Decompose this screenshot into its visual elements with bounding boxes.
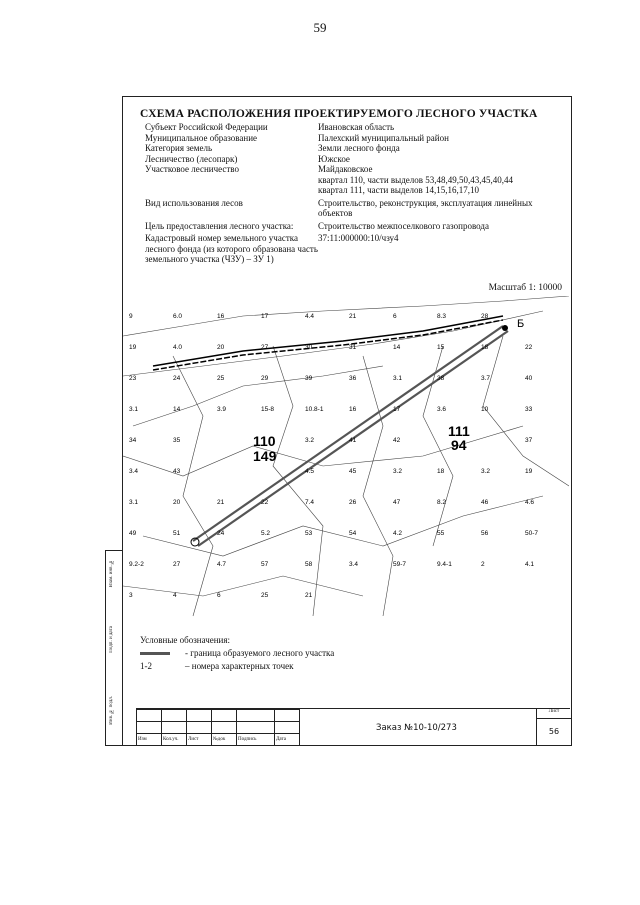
info-label: Категория земель — [145, 143, 213, 153]
title-block-header: Подпись — [237, 734, 275, 746]
parcel-label: 4 — [173, 592, 177, 599]
parcel-label: 21 — [217, 499, 225, 506]
parcel-label: 54 — [349, 530, 357, 537]
parcel-label: 8.3 — [437, 313, 447, 320]
parcel-label: 18 — [437, 468, 445, 475]
stamp-label: Инв. № подл. — [109, 696, 114, 725]
parcel-label: 19 — [129, 344, 137, 351]
parcel-label: 9.4-1 — [437, 561, 452, 568]
parcel-label: 4.4 — [305, 313, 315, 320]
parcel-label: 24 — [173, 375, 181, 382]
sheet-label: Лист — [537, 709, 571, 719]
parcel-label: 15-8 — [261, 406, 275, 413]
info-label: Кадастровый номер земельного участка лесного фонда (из которого образована часть земельного участка (ЧЗУ) – ЗУ 1) — [145, 233, 318, 264]
info-label: Вид использования лесов — [145, 197, 243, 208]
parcel-label: 35 — [173, 437, 181, 444]
info-value: Строительство межпоселкового газопровода — [318, 220, 489, 231]
parcel-label: 3.2 — [481, 468, 491, 475]
parcel-label: 17 — [393, 406, 401, 413]
parcel-label: 3.4 — [349, 561, 359, 568]
parcel-label: 37 — [525, 437, 533, 444]
parcel-label: 4.7 — [217, 561, 227, 568]
point-label-b: Б — [517, 318, 525, 330]
parcel-label: 26 — [349, 499, 357, 506]
parcel-label: 3.7 — [481, 375, 491, 382]
parcel-label: 33 — [525, 406, 533, 413]
parcel-label: 20 — [173, 499, 181, 506]
parcel-label: 46 — [481, 499, 489, 506]
forest-map — [123, 296, 569, 626]
legend-title: Условные обозначения: — [140, 635, 231, 645]
info-label — [145, 175, 318, 186]
parcel-label: 6 — [393, 313, 397, 320]
boundary-line-symbol — [140, 652, 170, 655]
parcel-label: 8.2 — [437, 499, 447, 506]
info-value: 37:11:000000:10/чзу4 — [318, 233, 399, 243]
info-label: Цель предоставления лесного участка: — [145, 220, 294, 231]
parcel-label: 23 — [129, 375, 137, 382]
parcel-label: 3.4 — [129, 468, 139, 475]
quarter-area: 149 — [253, 448, 277, 464]
parcel-label: 4.0 — [173, 344, 183, 351]
parcel-label: 10.8-1 — [305, 406, 324, 413]
parcel-label: 4.1 — [525, 561, 535, 568]
parcel-label: 3.2 — [393, 468, 403, 475]
parcel-label: 3.2 — [305, 437, 315, 444]
parcel-label: 21 — [349, 313, 357, 320]
parcel-label: 34 — [129, 437, 137, 444]
title-block-header: Изм — [137, 734, 162, 746]
legend — [140, 634, 334, 673]
info-label: Лесничество (лесопарк) — [145, 153, 238, 164]
title-block-header: Кол.уч. — [162, 734, 187, 746]
parcel-label: 18 — [481, 344, 489, 351]
parcel-label: 56 — [481, 530, 489, 537]
page-number: 59 — [313, 20, 327, 35]
info-value: Майдаковское — [318, 164, 373, 174]
info-label — [145, 185, 318, 196]
info-value: квартал 110, части выделов 53,48,49,50,43,45,40,44 — [318, 174, 514, 185]
parcel-label: 6 — [217, 592, 221, 599]
parcel-label: 14 — [173, 406, 181, 413]
legend-item — [140, 647, 334, 660]
title-block-header: Лист — [187, 734, 212, 746]
parcel-label: 20 — [217, 344, 225, 351]
parcel-label: 5.2 — [261, 530, 271, 537]
title-block — [136, 708, 570, 745]
info-label: Субъект Российской Федерации — [145, 122, 268, 132]
parcel-label: 17 — [261, 313, 269, 320]
quarter-area: 94 — [451, 437, 467, 453]
parcel-label: 43 — [173, 468, 181, 475]
parcel-label: 39 — [305, 375, 313, 382]
info-table — [145, 122, 568, 265]
parcel-label: 53 — [305, 530, 313, 537]
parcel-label: 47 — [393, 499, 401, 506]
parcel-label: 3.1 — [129, 406, 139, 413]
side-stamp — [105, 550, 123, 746]
parcel-label: 58 — [305, 561, 313, 568]
info-label: Муниципальное образование — [145, 132, 258, 143]
parcel-label: 2 — [481, 561, 485, 568]
info-value: Палехский муниципальный район — [318, 132, 449, 143]
parcel-label: 36 — [349, 375, 357, 382]
info-value: Ивановская область — [318, 122, 395, 132]
parcel-label: 7.4 — [305, 499, 315, 506]
parcel-label: 25 — [261, 592, 269, 599]
parcel-label: 38 — [437, 375, 445, 382]
stamp-label: Подп. и дата — [109, 626, 114, 653]
parcel-label: 55 — [437, 530, 445, 537]
parcel-label: 31 — [349, 344, 357, 351]
parcel-label: 45 — [349, 468, 357, 475]
parcel-label: 3.1 — [129, 499, 139, 506]
parcel-label: 3.6 — [437, 406, 447, 413]
parcel-label: 51 — [173, 530, 181, 537]
parcel-label: 28 — [481, 313, 489, 320]
parcel-label: 10 — [481, 406, 489, 413]
info-value: Южское — [318, 153, 350, 164]
parcel-label: 4.2 — [393, 530, 403, 537]
map-scale: Масштаб 1: 10000 — [488, 283, 562, 293]
parcel-label: 22 — [261, 499, 269, 506]
parcel-label: 6.0 — [173, 313, 183, 320]
legend-text: - граница образуемого лесного участка — [185, 648, 335, 658]
parcel-label: 3.1 — [393, 375, 403, 382]
info-value: квартал 111, части выделов 14,15,16,17,10 — [318, 185, 479, 195]
parcel-label: 57 — [261, 561, 269, 568]
parcel-label: 29 — [261, 375, 269, 382]
parcel-label: 16 — [349, 406, 357, 413]
info-label: Участковое лесничество — [145, 164, 239, 174]
legend-item — [140, 660, 334, 673]
document-title: СХЕМА РАСПОЛОЖЕНИЯ ПРОЕКТИРУЕМОГО ЛЕСНОГО УЧАСТКА — [140, 108, 538, 120]
title-block-header: Дата — [275, 734, 300, 746]
parcel-label: 9 — [129, 313, 133, 320]
parcel-label: 59-7 — [393, 561, 407, 568]
parcel-label: 3 — [129, 592, 133, 599]
parcel-label: 19 — [525, 468, 533, 475]
parcel-label: 49 — [129, 530, 137, 537]
quarter-number: 110 — [253, 433, 276, 449]
quarter-number: 111 — [448, 423, 470, 439]
title-block-header: №док — [212, 734, 237, 746]
legend-text: – номера характерных точек — [185, 661, 294, 671]
stamp-label: Взам. инв. № — [109, 559, 114, 588]
parcel-label: 14 — [393, 344, 401, 351]
legend-symbol: 1-2 — [140, 661, 152, 671]
parcel-label: 42 — [393, 437, 401, 444]
info-value: Строительство, реконструкция, эксплуатация линейных объектов — [318, 197, 533, 218]
parcel-label: 24 — [217, 530, 225, 537]
parcel-label: 41 — [349, 437, 357, 444]
parcel-label: 27 — [173, 561, 181, 568]
parcel-label: 21 — [305, 592, 313, 599]
parcel-label: 3.9 — [217, 406, 227, 413]
parcel-label: 15 — [437, 344, 445, 351]
parcel-label: 40 — [525, 375, 533, 382]
order-number: Заказ №10-10/273 — [376, 723, 457, 733]
info-value: Земли лесного фонда — [318, 143, 400, 153]
parcel-label: 27 — [261, 344, 269, 351]
parcel-label: 25 — [217, 375, 225, 382]
parcel-label: 30 — [305, 344, 313, 351]
parcel-label: 4.6 — [525, 499, 535, 506]
point-marker — [502, 325, 508, 331]
parcel-label: 16 — [217, 313, 225, 320]
parcel-label: 22 — [525, 344, 533, 351]
parcel-label: 9.2-2 — [129, 561, 144, 568]
sheet-number: 56 — [548, 727, 560, 736]
parcel-label: 50-7 — [525, 530, 539, 537]
parcel-label: 4.5 — [305, 468, 315, 475]
